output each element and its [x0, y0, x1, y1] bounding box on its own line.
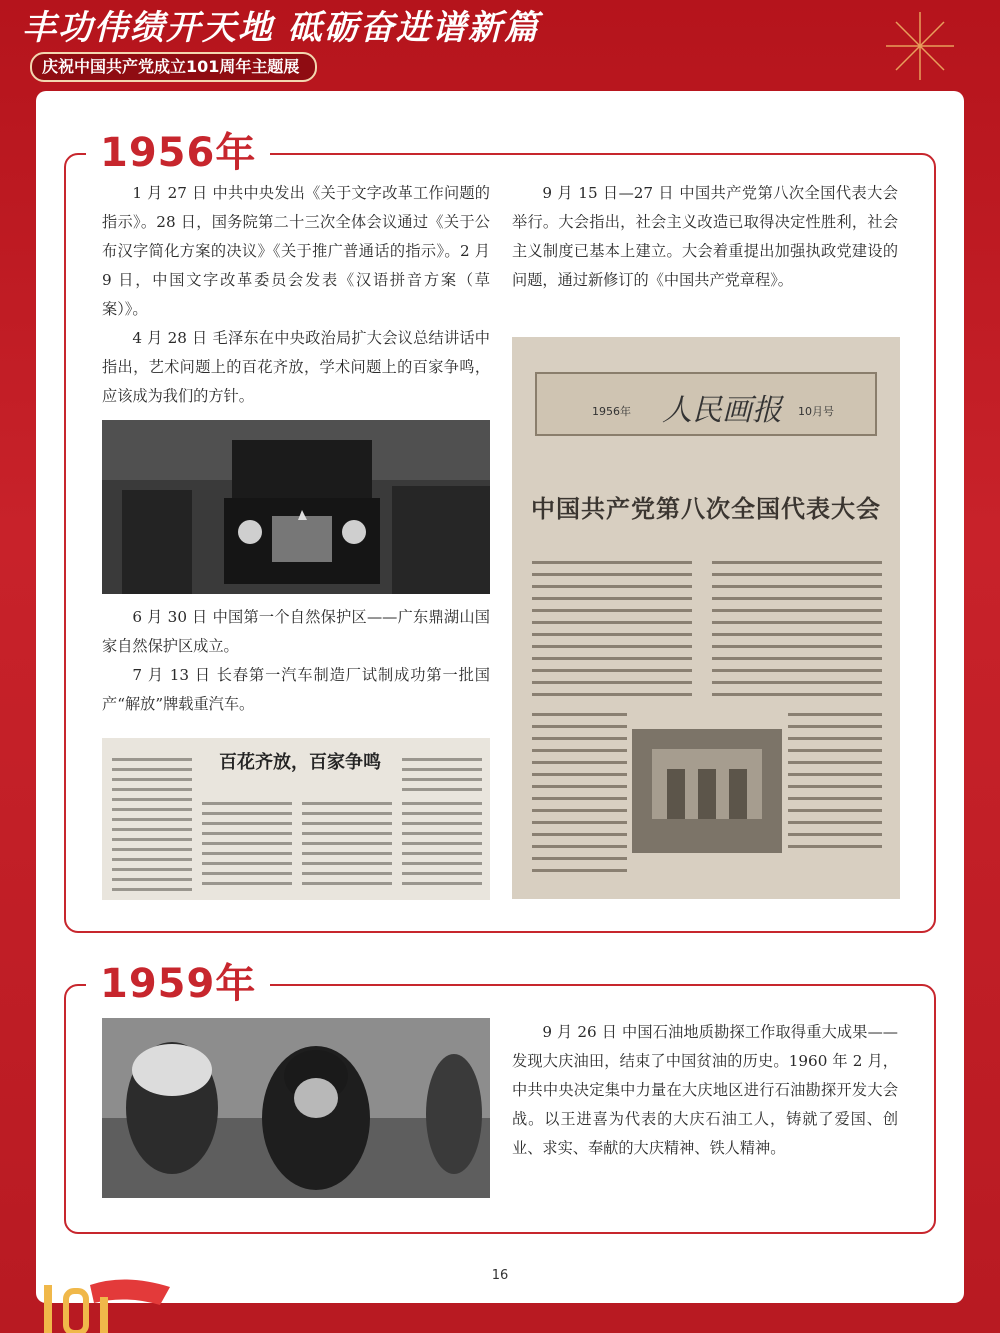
newspaper-renmin-huabao [512, 337, 900, 899]
year-label-1956: 1956年 [86, 129, 270, 177]
year-label-1959: 1959年 [86, 960, 270, 1008]
section-1959 [64, 961, 936, 1234]
paragraph: 9 月 15 日—27 日 中国共产党第八次全国代表大会举行。大会指出，社会主义改造已取得决定性胜利，社会主义制度已基本上建立。大会着重提出加强执政党建设的问题，通过新修订的《中国共产党章程》。 [512, 184, 898, 289]
oilfield-workers-photo [102, 1018, 490, 1198]
paragraph: 7 月 13 日 长春第一汽车制造厂试制成功第一批国产“解放”牌载重汽车。 [102, 666, 490, 713]
text-1956-left-bottom [102, 603, 490, 719]
paragraph: 9 月 26 日 中国石油地质勘探工作取得重大成果——发现大庆油田，结束了中国贫油的历史。1960 年 2 月，中共中央决定集中力量在大庆地区进行石油勘探开发大会战。以王进喜为代表的大庆石油工人，铸就了爱国、创业、求实、奉献的大庆精神、铁人精神。 [512, 1023, 898, 1157]
newspaper-clipping-baihua [102, 738, 490, 900]
paragraph: 4 月 28 日 毛泽东在中央政治局扩大会议总结讲话中指出，艺术问题上的百花齐放，学术问题上的百家争鸣，应该成为我们的方针。 [102, 329, 490, 405]
text-1959 [512, 1018, 898, 1163]
page-number: 16 [491, 1268, 509, 1283]
paragraph: 6 月 30 日 中国第一个自然保护区——广东鼎湖山国家自然保护区成立。 [102, 608, 490, 655]
magazine-year: 1956年 [592, 405, 631, 418]
banner-title: 丰功伟绩开天地 砥砺奋进谱新篇 [22, 8, 540, 48]
magazine-headline: 中国共产党第八次全国代表大会 [531, 495, 881, 523]
text-1956-right [512, 179, 898, 295]
magazine-masthead: 人民画报 [662, 393, 782, 428]
firework-decoration [880, 6, 960, 86]
banner-subtitle: 庆祝中国共产党成立101周年主题展 [30, 52, 317, 82]
truck-photo [102, 420, 490, 594]
content-card [36, 91, 964, 1303]
newspaper-baihua-headline: 百花齐放，百家争鸣 [219, 752, 381, 773]
anniversary-101-emblem [30, 1245, 180, 1333]
section-1956 [64, 130, 936, 933]
magazine-month: 10月号 [798, 405, 834, 418]
text-1956-left-top [102, 179, 490, 411]
paragraph: 1 月 27 日 中共中央发出《关于文字改革工作问题的指示》。28 日，国务院第二十三次全体会议通过《关于公布汉字简化方案的决议》《关于推广普通话的指示》。2 月 9 日，中国文字改革委员会发表《汉语拼音方案（草案）》。 [102, 184, 490, 318]
